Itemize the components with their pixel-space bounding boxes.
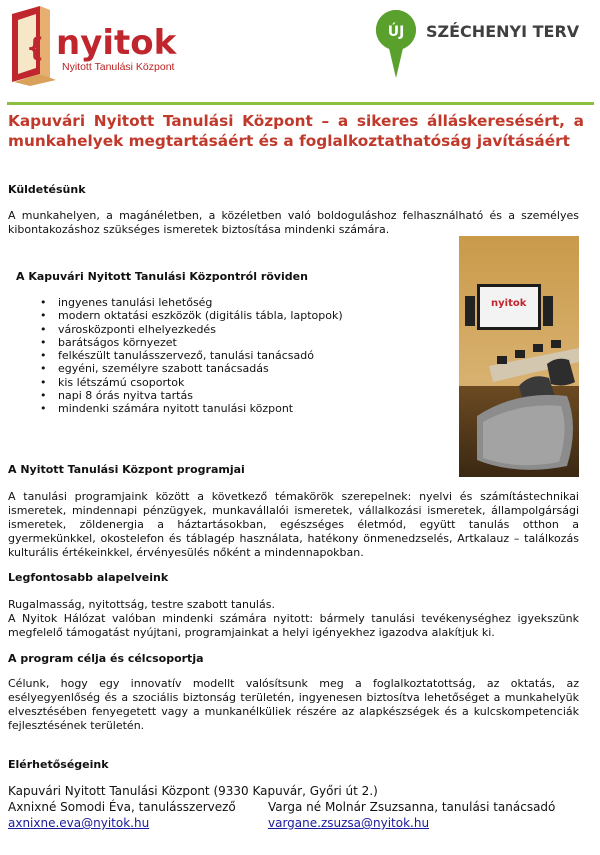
about-list bbox=[40, 296, 440, 416]
contact-email-1[interactable]: axnixne.eva@nyitok.hu bbox=[8, 816, 150, 830]
list-item: • városközponti elhelyezkedés bbox=[40, 323, 440, 336]
contact-person-1: Axnixné Somodi Éva, tanulásszervező bbox=[8, 800, 236, 814]
contact-heading: Elérhetőségeink bbox=[8, 758, 109, 771]
contact-person-2: Varga né Molnár Zsuzsanna, tanulási tanácsadó bbox=[268, 800, 556, 814]
list-item: • modern oktatási eszközök (digitális tábla, laptopok) bbox=[40, 309, 440, 322]
list-item: • ingyenes tanulási lehetőség bbox=[40, 296, 440, 309]
classroom-photo bbox=[459, 236, 579, 477]
principles-heading: Legfontosabb alapelveink bbox=[8, 571, 169, 584]
contact-address: Kapuvári Nyitott Tanulási Központ (9330 Kapuvár, Győri út 2.) bbox=[8, 784, 378, 798]
logo-subtitle: Nyitott Tanulási Központ bbox=[62, 61, 175, 73]
list-item: • felkészült tanulásszervező, tanulási tanácsadó bbox=[40, 349, 440, 362]
szechenyi-terv-logo bbox=[374, 8, 599, 80]
programs-text: A tanulási programjaink között a következő témakörök szerepelnek: nyelvi és számítástechnikai ismeretek, mindennapi pénzügyek, munkavállalói ismeretek, vállalkozási ismeretek, állampolgársági ismeretek, zöldenergia a háztartásokban, egészséges életmód, együtt tanulás otthon a gyermekünkkel, okostelefon és táblagép használata, hatékony önmenedzselés, Artkalauz – találkozás kulturális értékeinkkel, érvényesülés nőként a mindennapokban. bbox=[8, 490, 579, 559]
mission-text: A munkahelyen, a magánéletben, a közéletben való boldoguláshoz felhasználható és a személyes kibontakozáshoz szükséges ismeretek biztosítása mindenki számára. bbox=[8, 209, 579, 236]
list-item: • napi 8 órás nyitva tartás bbox=[40, 389, 440, 402]
svg-text:{: { bbox=[26, 33, 45, 63]
szechenyi-text: SZÉCHENYI TERV bbox=[426, 22, 580, 41]
principles-text-1: Rugalmasság, nyitottság, testre szabott tanulás. bbox=[8, 598, 275, 611]
programs-heading: A Nyitott Tanulási Központ programjai bbox=[8, 463, 245, 476]
board-logo-text: nyitok bbox=[491, 298, 527, 309]
list-item: • egyéni, személyre szabott tanácsadás bbox=[40, 362, 440, 375]
mission-heading: Küldetésünk bbox=[8, 183, 86, 196]
list-item: • barátságos környezet bbox=[40, 336, 440, 349]
header-divider bbox=[7, 102, 594, 105]
list-item: • kis létszámú csoportok bbox=[40, 376, 440, 389]
contact-email-2[interactable]: vargane.zsuzsa@nyitok.hu bbox=[268, 816, 430, 830]
nyitok-logo bbox=[4, 4, 204, 86]
uj-badge-text: ÚJ bbox=[387, 24, 405, 40]
principles-text-2: A Nyitok Hálózat valóban mindenki számára nyitott: bármely tanulási tevékenységhez igyekszünk megfelelő támogatást nyújtani, programjainkat a helyi igényekhez igazodva alakítjuk ki. bbox=[8, 612, 579, 639]
goal-text: Célunk, hogy egy innovatív modellt valósítsunk meg a foglalkoztatottság, az oktatás, az esélyegyenlőség és a szociális biztonság területén, ingyenesen biztosítva lehetőséget a munkahelyük elvesztésében fenyegetett vagy a munkanélküliek részére az alapkészségek és a kulcskompetenciák fejlesztésének területén. bbox=[8, 677, 579, 732]
logo-wordmark: nyitok bbox=[56, 23, 177, 63]
goal-heading: A program célja és célcsoportja bbox=[8, 652, 204, 665]
list-item: • mindenki számára nyitott tanulási központ bbox=[40, 402, 440, 415]
page-title: Kapuvári Nyitott Tanulási Központ – a sikeres álláskeresésért, a munkahelyek megtartásáért és a foglalkoztathatóság javításáért bbox=[8, 112, 584, 150]
about-heading: A Kapuvári Nyitott Tanulási Központról röviden bbox=[16, 270, 308, 283]
